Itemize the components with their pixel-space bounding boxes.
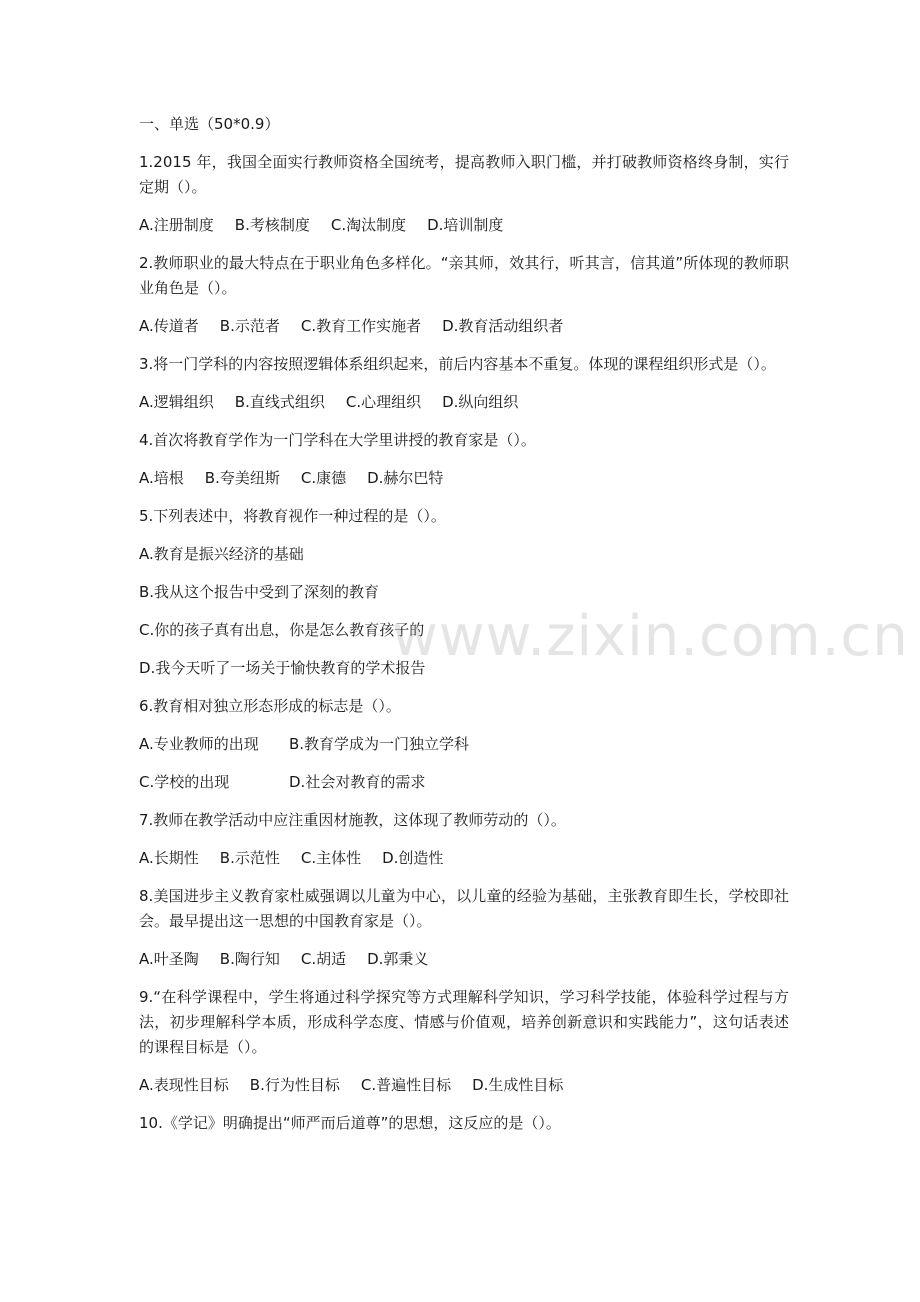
question-1-option-d: D.培训制度 (427, 216, 504, 234)
question-9-options (139, 1073, 789, 1098)
question-2-option-d: D.教育活动组织者 (442, 317, 564, 335)
question-8-option-c: C.胡适 (300, 950, 347, 968)
question-3-options (139, 390, 789, 415)
question-1-option-b: B.考核制度 (234, 216, 310, 234)
section-title: 一、单选（50*0.9） (139, 115, 280, 133)
question-5-option-d: D.我今天听了一场关于愉快教育的学术报告 (139, 659, 426, 677)
question-1-option-c: C.淘汰制度 (330, 216, 407, 234)
question-4-option-a: A.培根 (139, 469, 184, 487)
question-5-option-c: C.你的孩子真有出息，你是怎么教育孩子的 (139, 621, 425, 639)
question-9-option-b: B.行为性目标 (249, 1076, 340, 1094)
question-8-option-d: D.郭秉义 (367, 950, 429, 968)
watermark: www.zixin.com.cn (392, 604, 909, 669)
question-6-options (139, 732, 789, 795)
exam-content (139, 112, 789, 1149)
question-6-option-a: A.专业教师的出现 (139, 735, 259, 753)
question-4-option-c: C.康德 (300, 469, 347, 487)
question-7-stem: 7.教师在教学活动中应注重因材施教，这体现了教师劳动的（）。 (139, 811, 566, 829)
question-9-option-a: A.表现性目标 (139, 1076, 229, 1094)
question-2-option-b: B.示范者 (219, 317, 280, 335)
question-3-option-c: C.心理组织 (345, 393, 422, 411)
question-1-option-a: A.注册制度 (139, 216, 214, 234)
question-9-option-c: C.普遍性目标 (360, 1076, 452, 1094)
question-6-option-c: C.学校的出现 (139, 773, 230, 791)
question-1-options (139, 213, 789, 238)
question-10-stem: 10.《学记》明确提出“师严而后道尊”的思想，这反应的是（）。 (139, 1114, 561, 1132)
question-2-stem: 2.教师职业的最大特点在于职业角色多样化。“亲其师，效其行，听其言，信其道”所体现的教师职业角色是（）。 (139, 254, 789, 297)
question-4-stem: 4.首次将教育学作为一门学科在大学里讲授的教育家是（）。 (139, 431, 536, 449)
question-8-options (139, 947, 789, 972)
question-7-options (139, 846, 789, 871)
question-8-stem: 8.美国进步主义教育家杜威强调以儿童为中心，以儿童的经验为基础，主张教育即生长，学校即社会。最早提出这一思想的中国教育家是（）。 (139, 887, 789, 930)
question-9-stem: 9.“在科学课程中，学生将通过科学探究等方式理解科学知识，学习科学技能，体验科学过程与方法，初步理解科学本质，形成科学态度、情感与价值观，培养创新意识和实践能力”，这句话表述的课程目标是（）。 (139, 988, 789, 1056)
question-3-stem: 3.将一门学科的内容按照逻辑体系组织起来，前后内容基本不重复。体现的课程组织形式是（）。 (139, 355, 776, 373)
question-4-options (139, 466, 789, 491)
question-6-option-d: D.社会对教育的需求 (289, 773, 426, 791)
question-5-stem: 5.下列表述中，将教育视作一种过程的是（）。 (139, 507, 446, 525)
question-9-option-d: D.生成性目标 (472, 1076, 564, 1094)
question-6-stem: 6.教育相对独立形态形成的标志是（）。 (139, 697, 401, 715)
question-1-stem: 1.2015 年，我国全面实行教师资格全国统考，提高教师入职门槛，并打破教师资格终身制，实行定期（）。 (139, 153, 789, 196)
question-5-option-a: A.教育是振兴经济的基础 (139, 545, 304, 563)
question-7-option-a: A.长期性 (139, 849, 199, 867)
question-8-option-a: A.叶圣陶 (139, 950, 199, 968)
question-8-option-b: B.陶行知 (219, 950, 280, 968)
question-7-option-b: B.示范性 (219, 849, 280, 867)
question-4-option-d: D.赫尔巴特 (367, 469, 444, 487)
question-3-option-d: D.纵向组织 (442, 393, 519, 411)
question-7-option-d: D.创造性 (382, 849, 444, 867)
question-5-option-b: B.我从这个报告中受到了深刻的教育 (139, 583, 380, 601)
question-4-option-b: B.夸美纽斯 (204, 469, 280, 487)
question-7-option-c: C.主体性 (300, 849, 362, 867)
question-2-options (139, 314, 789, 339)
question-6-option-b: B.教育学成为一门独立学科 (289, 735, 470, 753)
question-2-option-a: A.传道者 (139, 317, 199, 335)
question-3-option-b: B.直线式组织 (234, 393, 325, 411)
question-3-option-a: A.逻辑组织 (139, 393, 214, 411)
question-2-option-c: C.教育工作实施者 (300, 317, 422, 335)
